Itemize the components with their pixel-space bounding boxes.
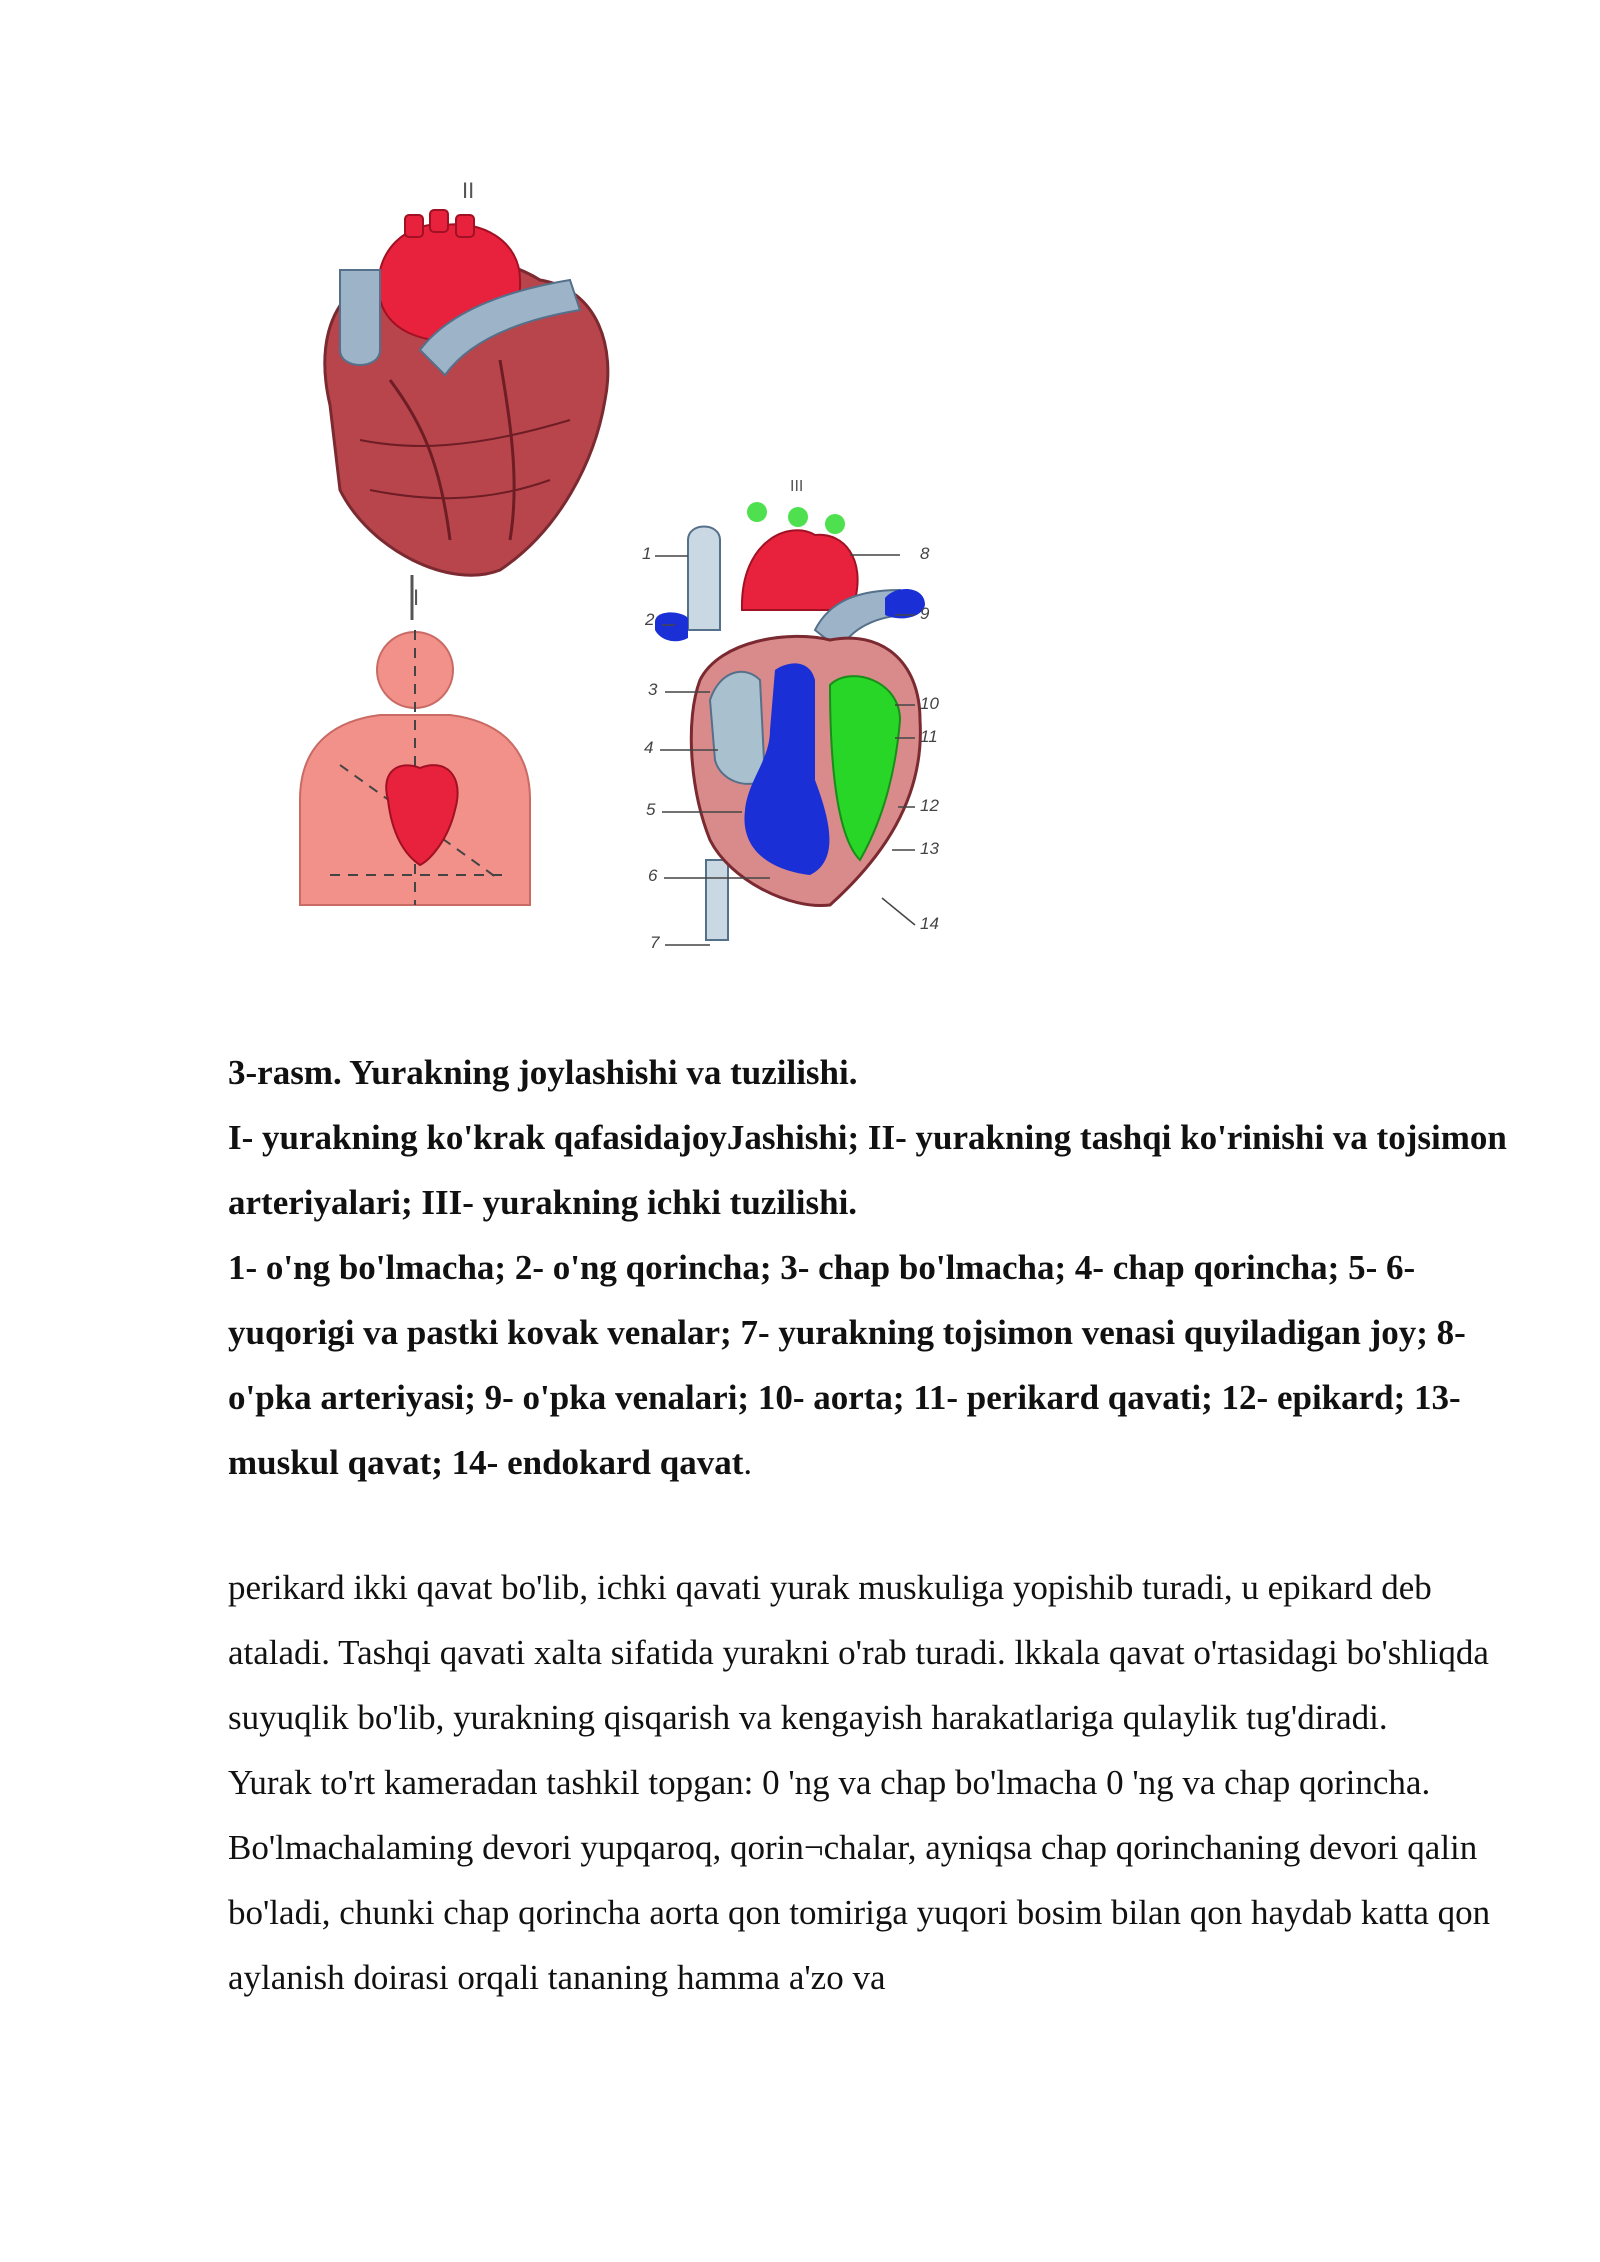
figure-number-8: 8 (920, 544, 930, 563)
heart-illustration (270, 160, 990, 970)
figure-number-3: 3 (648, 680, 658, 699)
figure-number-2: 2 (645, 610, 655, 629)
torso-drawing (300, 575, 530, 905)
paragraph-2: Yurak to'rt kameradan tashkil topgan: 0 'ng va chap bo'lmacha 0 'ng va chap qorincha. Bo'lmachalaming devori yupqaroq, qorin¬chalar, ayniqsa chap qorinchaning devori qalin bo'ladi, chunki chap qorincha aorta qon tomiriga yuqori bosim bilan qon haydab katta qon aylanish doirasi orqali tananing hamma a'zo va (228, 1763, 1491, 1997)
figure-number-4: 4 (644, 738, 654, 757)
figure-label-outer: II (462, 178, 475, 203)
figure-number-12: 12 (920, 796, 939, 815)
figure-number-1: 1 (642, 544, 652, 563)
heart-interior-drawing (655, 502, 925, 945)
figure-number-9: 9 (920, 604, 930, 623)
figure-caption (228, 1040, 1518, 1495)
caption-line-2 (228, 1235, 1518, 1495)
figure-number-13: 13 (920, 839, 939, 858)
figure-label-internal: III (790, 478, 804, 495)
caption-line-1: I- yurakning ko'krak qafasidajoyJashishi; II- yurakning tashqi ko'rinishi va tojsimon arteriyalari; III- yurakning ichki tuzilishi. (228, 1118, 1507, 1222)
figure-number-5: 5 (646, 800, 656, 819)
heart-exterior-drawing (325, 210, 608, 575)
paragraph-1: perikard ikki qavat bo'lib, ichki qavati yurak muskuliga yopishib turadi, u epikard deb ataladi. Tashqi qavati xalta sifatida yurakni o'rab turadi. lkkala qavat o'rtasidagi bo'shliqda suyuqlik bo'lib, yurakning qisqarish va kengayish harakatlariga qulaylik tug'diradi. (228, 1568, 1489, 1737)
heart-figure (270, 160, 990, 970)
body-text (228, 1555, 1518, 2010)
figure-number-14: 14 (920, 914, 939, 933)
figure-number-7: 7 (650, 933, 660, 952)
caption-legend: 1- o'ng bo'lmacha; 2- o'ng qorincha; 3- chap bo'lmacha; 4- chap qorincha; 5- 6- yuqorigi va pastki kovak venalar; 7- yurakning tojsimon venasi quyiladigan joy; 8- o'pka arteriyasi; 9- o'pka venalari; 10- aorta; 11- perikard qavati; 12- epikard; 13- muskul qavat; 14- endokard qavat (228, 1248, 1466, 1482)
caption-title: 3-rasm. Yurakning joylashishi va tuzilishi. (228, 1053, 858, 1092)
figure-number-11: 11 (920, 727, 938, 746)
caption-period: . (743, 1443, 753, 1482)
figure-number-10: 10 (920, 694, 939, 713)
figure-number-6: 6 (648, 866, 658, 885)
figure-label-location: I (413, 585, 420, 610)
